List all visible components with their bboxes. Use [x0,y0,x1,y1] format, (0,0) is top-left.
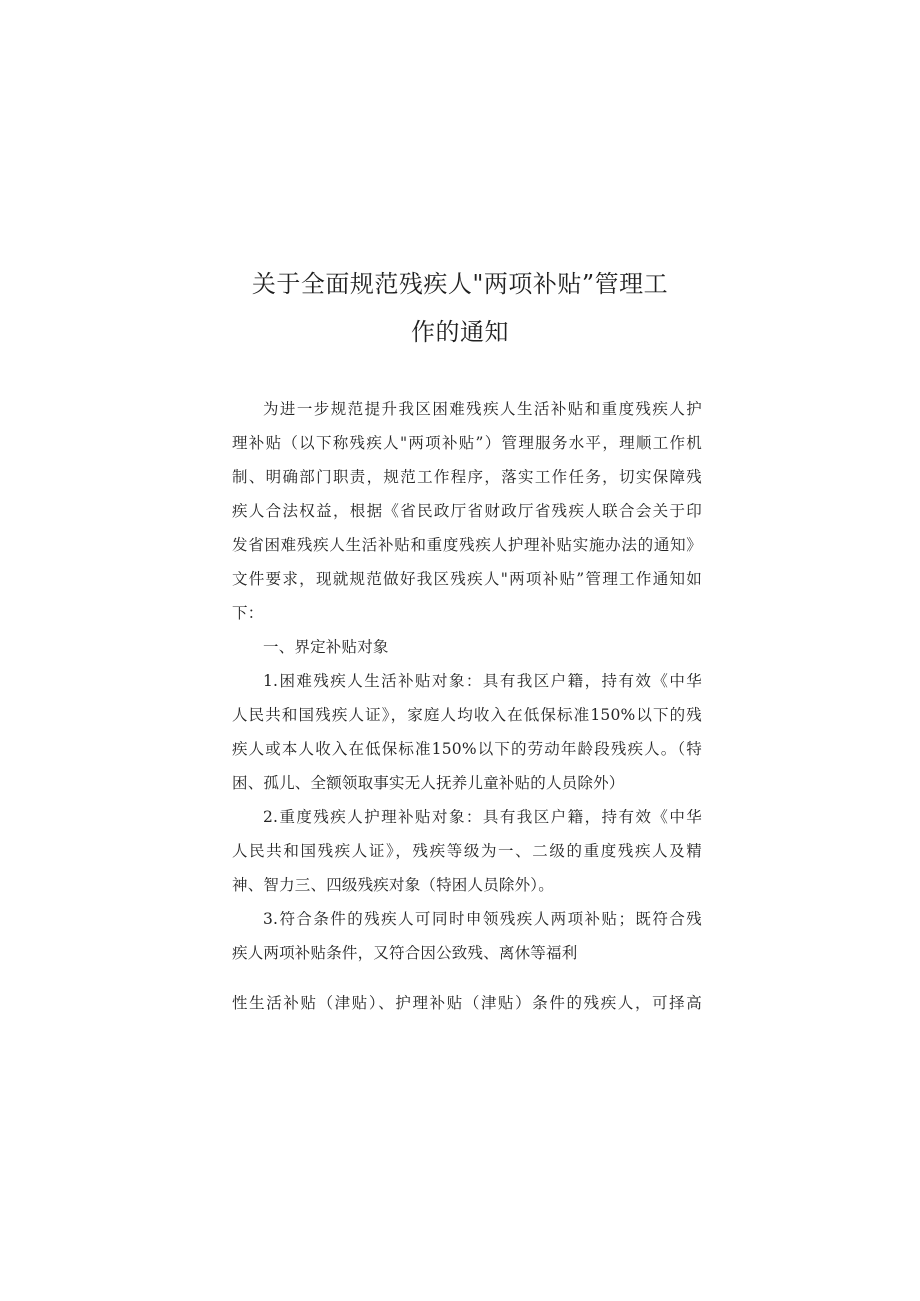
paragraph-line: 疾人或本人收入在低保标准150%以下的劳动年龄段残疾人。（特 [232,740,702,758]
paragraph-line: 神、智力三、四级残疾对象（特困人员除外）。 [232,876,554,894]
section-heading: 一、界定补贴对象 [263,638,389,656]
paragraph-line: 制、明确部门职责，规范工作程序，落实工作任务，切实保障残 [232,468,702,486]
paragraph-line: 性生活补贴（津贴）、护理补贴（津贴）条件的残疾人，可择高 [232,994,702,1012]
paragraph-line: 发省困难残疾人生活补贴和重度残疾人护理补贴实施办法的通知》 [232,536,702,554]
paragraph-line: 疾人合法权益，根据《省民政厅省财政厅省残疾人联合会关于印 [232,502,702,520]
document-title-line-1: 关于全面规范残疾人"两项补贴”管理工 [251,270,669,298]
paragraph-line: 困、孤儿、全额领取事实无人抚养儿童补贴的人员除外） [232,774,625,792]
paragraph-line: 疾人两项补贴条件，又符合因公致残、离休等福利 [232,944,578,962]
paragraph-line: 理补贴（以下称残疾人"两项补贴”）管理服务水平，理顺工作机 [232,434,702,452]
document-title-line-2: 作的通知 [411,318,509,346]
paragraph-line: 为进一步规范提升我区困难残疾人生活补贴和重度残疾人护 [263,400,702,418]
paragraph-line: 3.符合条件的残疾人可同时申领残疾人两项补贴；既符合残 [263,910,702,928]
paragraph-line: 文件要求，现就规范做好我区残疾人"两项补贴”管理工作通知如 [232,570,702,588]
paragraph-line: 下： [232,604,264,622]
paragraph-line: 人民共和国残疾人证》，家庭人均收入在低保标准150%以下的残 [232,706,702,724]
paragraph-line: 人民共和国残疾人证》，残疾等级为一、二级的重度残疾人及精 [232,842,702,860]
paragraph-line: 2.重度残疾人护理补贴对象：具有我区户籍，持有效《中华 [263,808,702,826]
paragraph-line: 1.困难残疾人生活补贴对象：具有我区户籍，持有效《中华 [263,672,702,690]
